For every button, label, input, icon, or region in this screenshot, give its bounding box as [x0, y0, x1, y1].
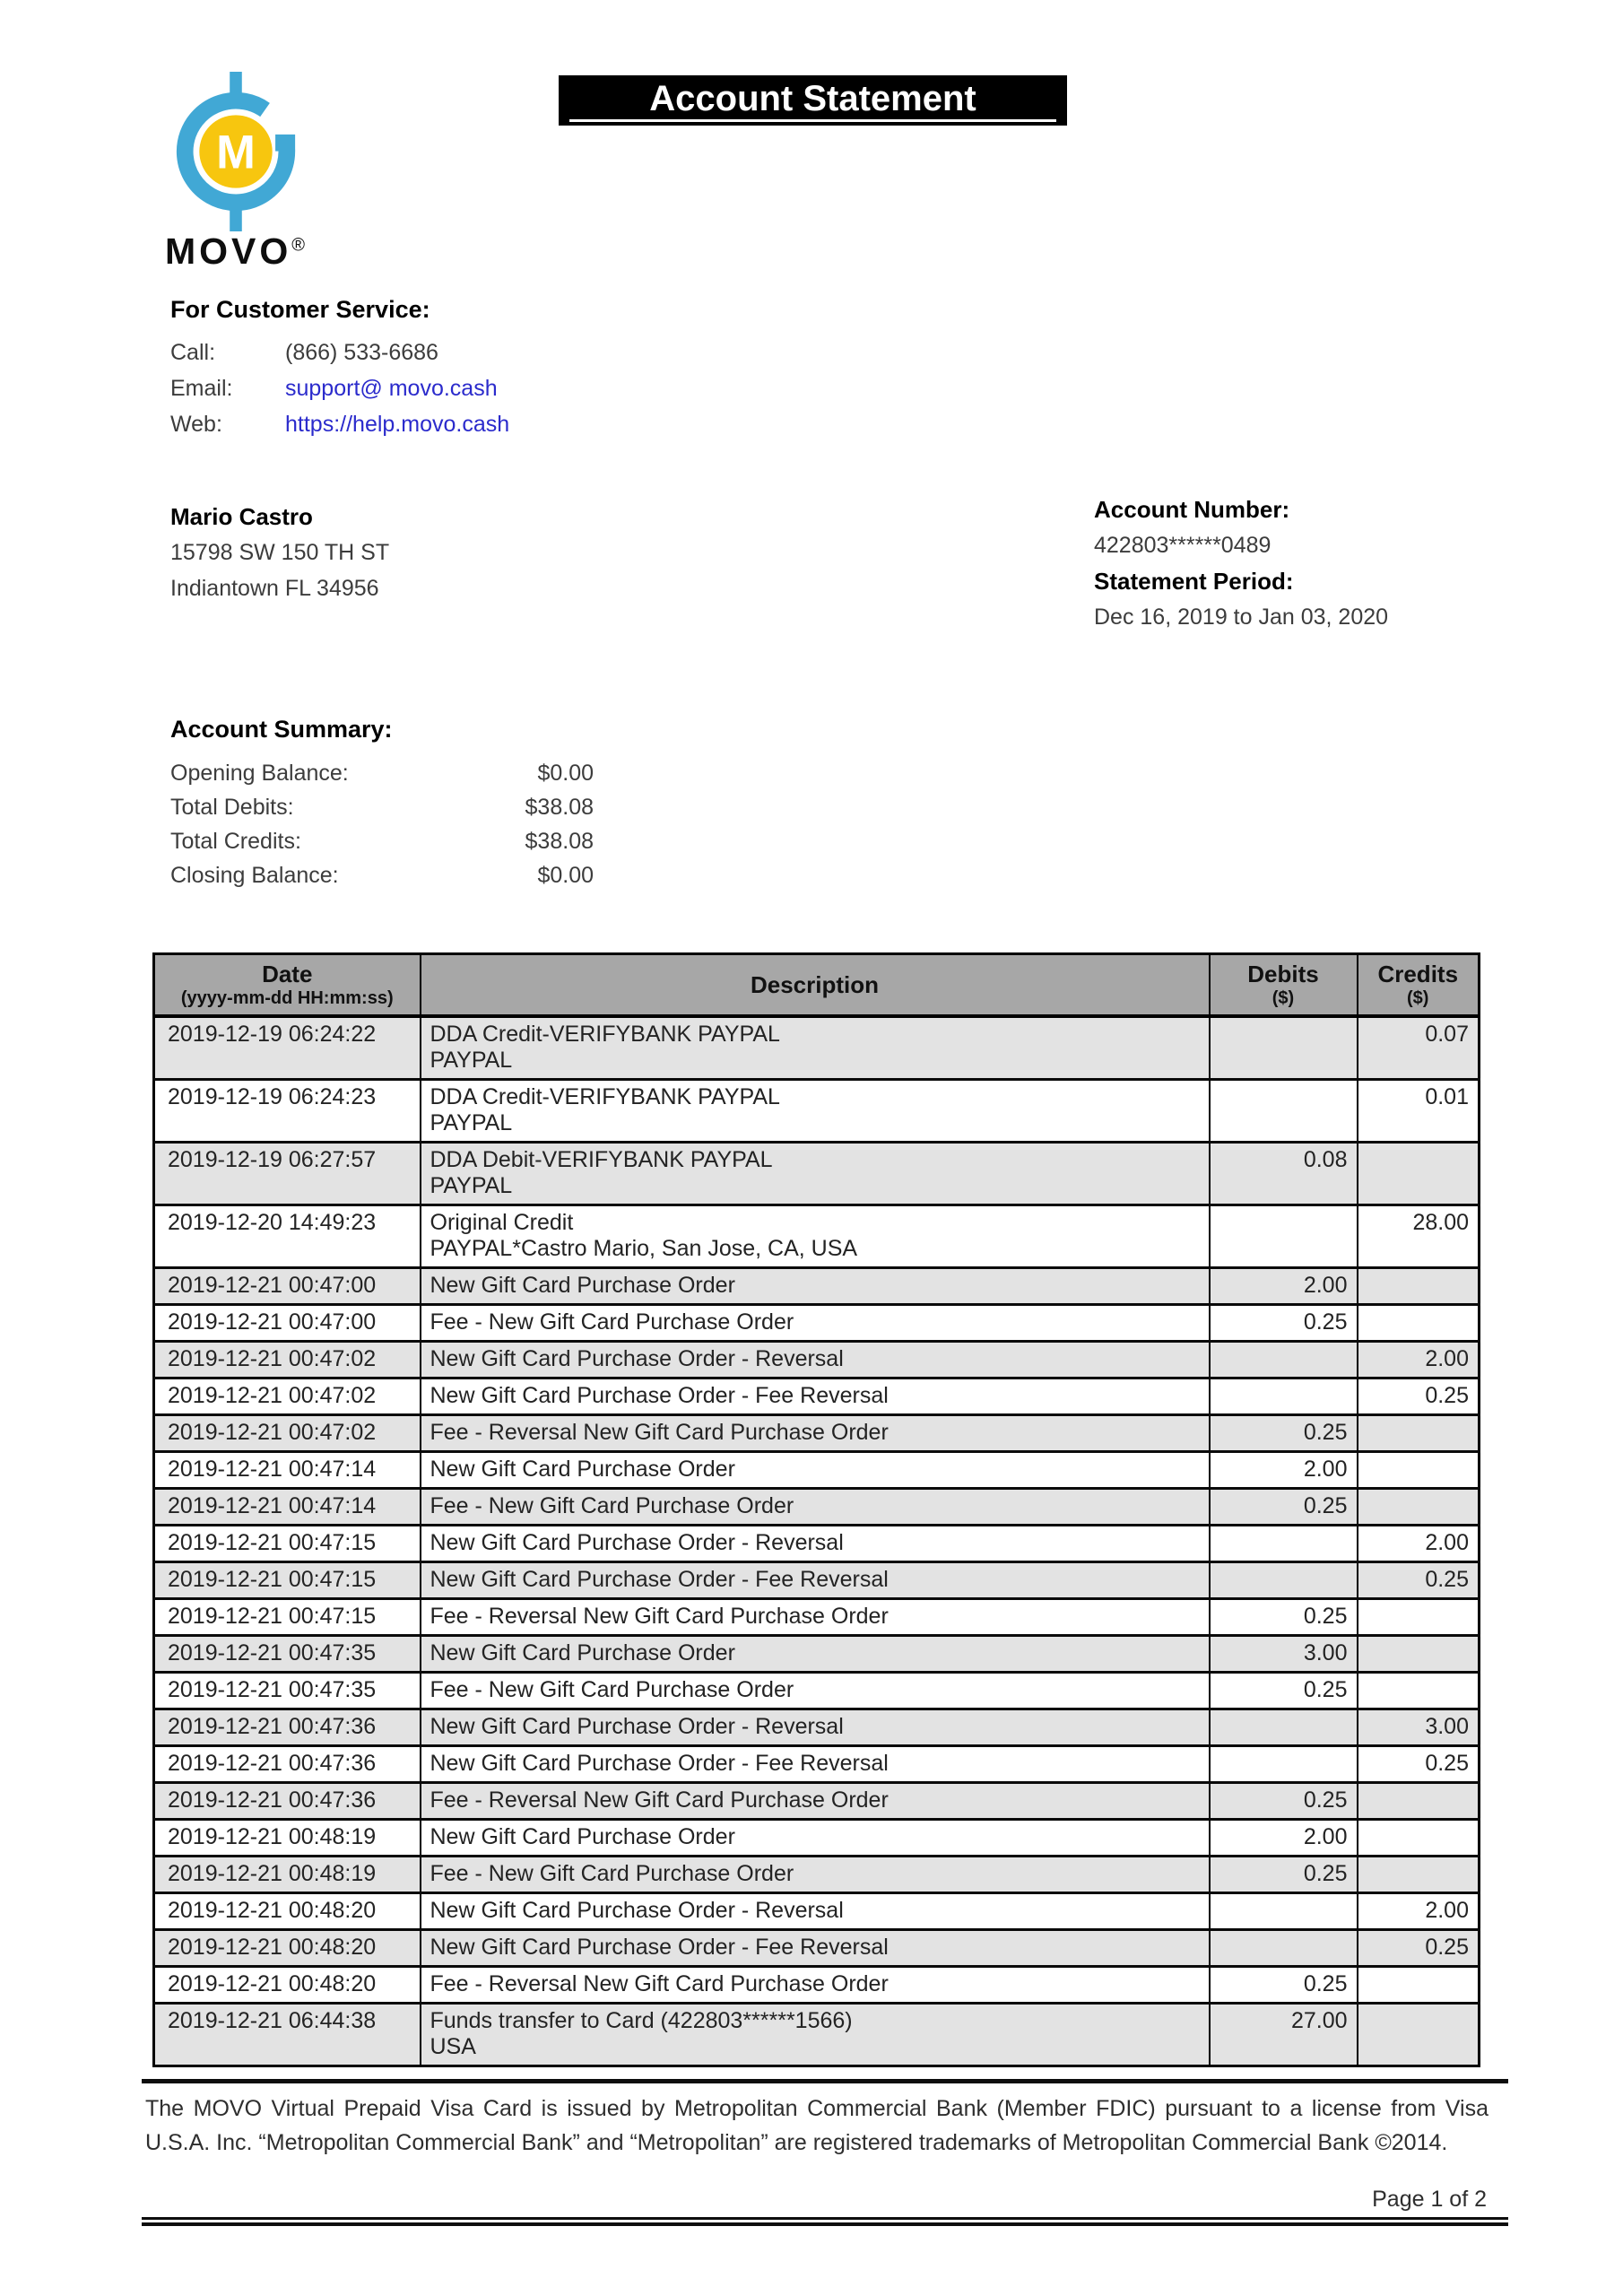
txn-date-cell: 2019-12-21 00:48:20	[154, 1893, 421, 1930]
txn-credit-cell: 28.00	[1358, 1205, 1480, 1268]
txn-credit-cell	[1358, 1489, 1480, 1526]
txn-description-cell	[421, 1820, 1210, 1857]
txn-credit-cell	[1358, 1599, 1480, 1636]
txn-description-cell	[421, 1080, 1210, 1143]
txn-date-cell: 2019-12-19 06:27:57	[154, 1143, 421, 1205]
txn-description-line: New Gift Card Purchase Order - Fee Reversal	[430, 1567, 889, 1592]
brand-wordmark: MOVO®	[165, 230, 306, 272]
txn-description-line: New Gift Card Purchase Order - Fee Reversal	[430, 1935, 889, 1960]
txn-debit-cell	[1210, 1080, 1358, 1143]
txn-date-cell: 2019-12-21 06:44:38	[154, 2004, 421, 2066]
account-summary-heading: Account Summary:	[170, 716, 393, 743]
txn-date-cell: 2019-12-19 06:24:23	[154, 1080, 421, 1143]
txn-date-cell: 2019-12-21 00:47:14	[154, 1452, 421, 1489]
help-site-link[interactable]: https://help.movo.cash	[285, 412, 510, 437]
txn-debit-cell: 0.25	[1210, 1489, 1358, 1526]
txn-debit-cell	[1210, 1746, 1358, 1783]
txn-date-cell: 2019-12-21 00:48:19	[154, 1820, 421, 1857]
txn-date-cell: 2019-12-21 00:47:35	[154, 1636, 421, 1673]
txn-date-cell: 2019-12-19 06:24:22	[154, 1016, 421, 1080]
txn-description-line: Fee - New Gift Card Purchase Order	[430, 1861, 794, 1886]
txn-description-line: DDA Credit-VERIFYBANK PAYPAL	[430, 1084, 780, 1109]
txn-debit-cell: 0.25	[1210, 1857, 1358, 1893]
txn-credit-cell	[1358, 1305, 1480, 1342]
table-row	[154, 1205, 1480, 1268]
txn-description-cell	[421, 1268, 1210, 1305]
txn-description-line: DDA Credit-VERIFYBANK PAYPAL	[430, 1022, 780, 1047]
txn-credit-cell	[1358, 2004, 1480, 2066]
account-holder-name: Mario Castro	[170, 503, 313, 530]
support-email-link[interactable]: support@ movo.cash	[285, 376, 498, 401]
table-row	[154, 1599, 1480, 1636]
customer-service-web-row	[170, 412, 673, 437]
txn-date-cell: 2019-12-21 00:47:36	[154, 1709, 421, 1746]
txn-description-line: New Gift Card Purchase Order	[430, 1457, 735, 1482]
txn-debit-cell: 0.25	[1210, 1783, 1358, 1820]
customer-service-block	[170, 296, 673, 448]
email-label: Email:	[170, 376, 233, 401]
page-indicator: Page 1 of 2	[1372, 2187, 1487, 2212]
account-number-value: 422803******0489	[1094, 533, 1271, 558]
txn-debit-cell: 0.25	[1210, 1673, 1358, 1709]
txn-description-line: Fee - Reversal New Gift Card Purchase Order	[430, 1604, 889, 1629]
txn-credit-cell	[1358, 1268, 1480, 1305]
account-info-block	[1094, 491, 1388, 635]
table-row	[154, 1489, 1480, 1526]
txn-description-line: New Gift Card Purchase Order - Reversal	[430, 1714, 844, 1739]
txn-date-cell: 2019-12-21 00:47:02	[154, 1415, 421, 1452]
txn-credit-cell: 0.07	[1358, 1016, 1480, 1080]
txn-credit-cell	[1358, 1820, 1480, 1857]
txn-description-line: Fee - Reversal New Gift Card Purchase Order	[430, 1420, 889, 1445]
txn-description-line: Fee - Reversal New Gift Card Purchase Order	[430, 1971, 889, 1996]
txn-description-line: New Gift Card Purchase Order - Fee Reversal	[430, 1751, 889, 1776]
txn-date-cell: 2019-12-21 00:47:02	[154, 1378, 421, 1415]
total-debits-label: Total Debits:	[170, 795, 294, 820]
txn-description-cell	[421, 1415, 1210, 1452]
txn-debit-cell	[1210, 1930, 1358, 1967]
txn-description-cell	[421, 1967, 1210, 2004]
txn-description-cell	[421, 1205, 1210, 1268]
description-column-header: Description	[421, 954, 1210, 1017]
summary-total-debits-row	[170, 790, 594, 824]
transactions-body	[154, 1016, 1480, 2066]
table-header-row	[154, 954, 1480, 1017]
txn-debit-cell: 0.25	[1210, 1305, 1358, 1342]
table-row	[154, 1857, 1480, 1893]
footer-bottom-rule	[142, 2217, 1508, 2226]
web-label: Web:	[170, 412, 222, 437]
call-value: (866) 533-6686	[285, 340, 438, 365]
txn-date-cell: 2019-12-21 00:47:14	[154, 1489, 421, 1526]
txn-description-line: Fee - New Gift Card Purchase Order	[430, 1493, 794, 1518]
account-holder-address-line2: Indiantown FL 34956	[170, 576, 379, 601]
table-row	[154, 1820, 1480, 1857]
statement-title-banner	[559, 75, 1067, 126]
customer-service-heading: For Customer Service:	[170, 296, 430, 323]
credits-column-header: Credits ($)	[1358, 954, 1480, 1017]
txn-description-line: New Gift Card Purchase Order	[430, 1640, 735, 1665]
txn-description-cell	[421, 1016, 1210, 1080]
summary-closing-balance-row	[170, 858, 594, 892]
table-row	[154, 1378, 1480, 1415]
txn-description-cell	[421, 2004, 1210, 2066]
txn-debit-cell	[1210, 1893, 1358, 1930]
txn-description-cell	[421, 1673, 1210, 1709]
table-row	[154, 1016, 1480, 1080]
logo-monogram: M	[216, 126, 256, 179]
txn-description-line: Fee - New Gift Card Purchase Order	[430, 1309, 794, 1335]
txn-credit-cell: 0.01	[1358, 1080, 1480, 1143]
table-row	[154, 1268, 1480, 1305]
txn-debit-cell: 2.00	[1210, 1452, 1358, 1489]
txn-description-line: Fee - New Gift Card Purchase Order	[430, 1677, 794, 1702]
txn-debit-cell: 0.25	[1210, 1967, 1358, 2004]
txn-description-line: PAYPAL	[430, 1110, 513, 1135]
txn-description-cell	[421, 1599, 1210, 1636]
txn-description-cell	[421, 1526, 1210, 1562]
txn-credit-cell: 0.25	[1358, 1378, 1480, 1415]
txn-debit-cell: 3.00	[1210, 1636, 1358, 1673]
txn-credit-cell	[1358, 1143, 1480, 1205]
customer-service-email-row	[170, 376, 673, 401]
opening-balance-value: $0.00	[537, 761, 594, 786]
txn-credit-cell	[1358, 1783, 1480, 1820]
customer-service-call-row	[170, 340, 673, 365]
transactions-table	[152, 952, 1480, 2067]
call-label: Call:	[170, 340, 216, 365]
txn-description-line: PAYPAL	[430, 1048, 513, 1073]
txn-debit-cell: 2.00	[1210, 1268, 1358, 1305]
table-row	[154, 1673, 1480, 1709]
txn-description-cell	[421, 1489, 1210, 1526]
txn-description-cell	[421, 1709, 1210, 1746]
summary-opening-balance-row	[170, 756, 594, 790]
txn-description-cell	[421, 1143, 1210, 1205]
table-row	[154, 1415, 1480, 1452]
txn-credit-cell: 3.00	[1358, 1709, 1480, 1746]
table-row	[154, 1342, 1480, 1378]
total-credits-label: Total Credits:	[170, 829, 301, 854]
txn-description-cell	[421, 1893, 1210, 1930]
txn-credit-cell: 0.25	[1358, 1562, 1480, 1599]
txn-date-cell: 2019-12-20 14:49:23	[154, 1205, 421, 1268]
txn-description-line: New Gift Card Purchase Order - Reversal	[430, 1530, 844, 1555]
account-summary-block	[170, 716, 594, 892]
txn-credit-cell: 0.25	[1358, 1930, 1480, 1967]
txn-description-line: New Gift Card Purchase Order	[430, 1824, 735, 1849]
txn-date-cell: 2019-12-21 00:47:02	[154, 1342, 421, 1378]
page-title: Account Statement	[649, 79, 976, 118]
txn-date-cell: 2019-12-21 00:48:20	[154, 1930, 421, 1967]
txn-date-cell: 2019-12-21 00:47:36	[154, 1746, 421, 1783]
txn-description-line: New Gift Card Purchase Order - Reversal	[430, 1898, 844, 1923]
txn-debit-cell	[1210, 1709, 1358, 1746]
txn-description-line: Fee - Reversal New Gift Card Purchase Order	[430, 1787, 889, 1813]
account-holder-address-line1: 15798 SW 150 TH ST	[170, 540, 390, 565]
txn-description-cell	[421, 1783, 1210, 1820]
txn-date-cell: 2019-12-21 00:47:00	[154, 1305, 421, 1342]
debits-column-header: Debits ($)	[1210, 954, 1358, 1017]
txn-description-cell	[421, 1342, 1210, 1378]
movo-logo-icon	[169, 72, 303, 231]
txn-credit-cell	[1358, 1452, 1480, 1489]
txn-debit-cell	[1210, 1016, 1358, 1080]
table-row	[154, 1452, 1480, 1489]
table-row	[154, 1526, 1480, 1562]
summary-total-credits-row	[170, 824, 594, 858]
statement-period-value: Dec 16, 2019 to Jan 03, 2020	[1094, 604, 1389, 630]
txn-date-cell: 2019-12-21 00:48:20	[154, 1967, 421, 2004]
txn-description-line: Original Credit	[430, 1210, 574, 1235]
txn-debit-cell	[1210, 1205, 1358, 1268]
txn-description-line: PAYPAL	[430, 1173, 513, 1198]
txn-debit-cell	[1210, 1378, 1358, 1415]
txn-description-cell	[421, 1378, 1210, 1415]
txn-description-line: New Gift Card Purchase Order	[430, 1273, 735, 1298]
txn-date-cell: 2019-12-21 00:48:19	[154, 1857, 421, 1893]
txn-description-cell	[421, 1562, 1210, 1599]
txn-debit-cell	[1210, 1526, 1358, 1562]
txn-description-cell	[421, 1452, 1210, 1489]
table-row	[154, 1783, 1480, 1820]
txn-debit-cell: 0.25	[1210, 1415, 1358, 1452]
txn-debit-cell	[1210, 1342, 1358, 1378]
txn-credit-cell	[1358, 1673, 1480, 1709]
txn-date-cell: 2019-12-21 00:47:00	[154, 1268, 421, 1305]
txn-debit-cell: 2.00	[1210, 1820, 1358, 1857]
footer-top-rule	[142, 2079, 1508, 2083]
txn-credit-cell: 0.25	[1358, 1746, 1480, 1783]
footer-disclaimer: The MOVO Virtual Prepaid Visa Card is issued by Metropolitan Commercial Bank (Member FDIC) pursuant to a license from Visa U.S.A. Inc. “Metropolitan Commercial Bank” and “Metropolitan” are registered trademarks of Metropolitan Commercial Bank ©2014.	[145, 2096, 1488, 2155]
txn-debit-cell: 0.08	[1210, 1143, 1358, 1205]
txn-description-cell	[421, 1930, 1210, 1967]
account-number-label: Account Number:	[1094, 496, 1290, 523]
txn-description-line: USA	[430, 2034, 476, 2059]
txn-date-cell: 2019-12-21 00:47:36	[154, 1783, 421, 1820]
account-holder-block	[170, 499, 389, 606]
table-row	[154, 1080, 1480, 1143]
table-row	[154, 2004, 1480, 2066]
txn-description-cell	[421, 1857, 1210, 1893]
txn-date-cell: 2019-12-21 00:47:15	[154, 1526, 421, 1562]
txn-date-cell: 2019-12-21 00:47:15	[154, 1599, 421, 1636]
txn-date-cell: 2019-12-21 00:47:15	[154, 1562, 421, 1599]
txn-credit-cell	[1358, 1415, 1480, 1452]
txn-description-line: DDA Debit-VERIFYBANK PAYPAL	[430, 1147, 773, 1172]
txn-description-line: PAYPAL*Castro Mario, San Jose, CA, USA	[430, 1236, 858, 1261]
table-row	[154, 1893, 1480, 1930]
table-row	[154, 1709, 1480, 1746]
txn-description-cell	[421, 1636, 1210, 1673]
registered-mark: ®	[291, 235, 306, 256]
table-row	[154, 1305, 1480, 1342]
statement-period-label: Statement Period:	[1094, 568, 1294, 595]
txn-description-line: Funds transfer to Card (422803******1566)	[430, 2008, 853, 2033]
txn-date-cell: 2019-12-21 00:47:35	[154, 1673, 421, 1709]
table-row	[154, 1562, 1480, 1599]
table-row	[154, 1143, 1480, 1205]
table-row	[154, 1930, 1480, 1967]
txn-description-line: New Gift Card Purchase Order - Fee Reversal	[430, 1383, 889, 1408]
logo-c-bar	[275, 135, 295, 152]
txn-credit-cell: 2.00	[1358, 1342, 1480, 1378]
date-column-header: Date (yyyy-mm-dd HH:mm:ss)	[154, 954, 421, 1017]
txn-debit-cell: 27.00	[1210, 2004, 1358, 2066]
txn-description-cell	[421, 1746, 1210, 1783]
txn-debit-cell	[1210, 1562, 1358, 1599]
closing-balance-label: Closing Balance:	[170, 863, 339, 888]
table-row	[154, 1746, 1480, 1783]
total-debits-value: $38.08	[525, 795, 594, 820]
opening-balance-label: Opening Balance:	[170, 761, 349, 786]
closing-balance-value: $0.00	[537, 863, 594, 888]
txn-credit-cell: 2.00	[1358, 1526, 1480, 1562]
txn-credit-cell	[1358, 1967, 1480, 2004]
txn-credit-cell	[1358, 1857, 1480, 1893]
txn-credit-cell	[1358, 1636, 1480, 1673]
txn-description-line: New Gift Card Purchase Order - Reversal	[430, 1346, 844, 1371]
table-row	[154, 1636, 1480, 1673]
txn-debit-cell: 0.25	[1210, 1599, 1358, 1636]
total-credits-value: $38.08	[525, 829, 594, 854]
table-row	[154, 1967, 1480, 2004]
txn-description-cell	[421, 1305, 1210, 1342]
txn-credit-cell: 2.00	[1358, 1893, 1480, 1930]
